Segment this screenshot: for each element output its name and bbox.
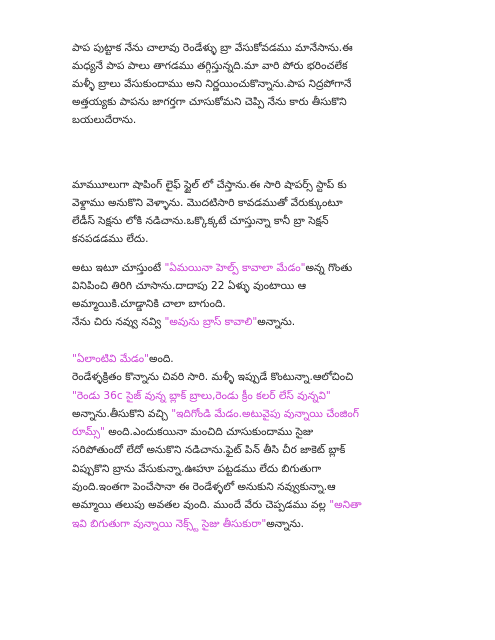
text-segment: అమ్మాయికి.చూడ్డానికి చాలా బాగుంది. [72, 298, 226, 310]
text-line [72, 277, 432, 295]
text-segment: మాముూలుగా షాపింగ్ లైఫ్ స్టైల్ లో చేస్తాను.ఈ సారి షాపర్స్ స్టాప్ కు [72, 179, 347, 191]
paragraph-3 [72, 259, 432, 331]
text-line [72, 441, 432, 459]
text-line [72, 39, 432, 57]
quoted-dialogue: "ఏమయినా హెల్ప్ కావాలా మేడం" [164, 262, 306, 274]
quoted-dialogue: "అనితా [329, 499, 362, 512]
text-segment: సరిపోతుందో లేదో అనుకొని నడిచాను.ఫైట్ పిన్ తీసి చీర జాకెట్ బ్లాక్ [72, 444, 346, 457]
text-line [72, 478, 432, 496]
text-segment: అన్న గొంతు [305, 262, 353, 274]
text-segment: అంది.ఎందుకయినా మంచిది చూసుకుందాము సైజు [104, 426, 314, 439]
text-segment: మధ్యనే పాప పాలు తాగడము తగ్గిస్తున్నది.మా వారి పోరు భరించలేక [72, 60, 348, 72]
text-segment: విప్పుకొని బ్రాను వేసుకున్నా.ఊహూ పట్టడము లేదు బిగుతుగా [72, 462, 322, 475]
paragraph-1 [72, 39, 432, 129]
text-line [72, 75, 432, 93]
text-line [72, 515, 432, 533]
text-segment: అన్నాను.తీసుకొని వచ్చి [72, 407, 172, 420]
text-line [72, 57, 432, 75]
text-segment: పాప పుట్టాక నేను చాలావు రెండేళ్ళు బ్రా వేసుకోవడము మానేసాను.ఈ [72, 42, 353, 54]
text-line [72, 368, 432, 386]
text-segment: నేను చిరు నవ్వు నవ్వి [72, 316, 165, 328]
text-line [72, 313, 432, 331]
text-segment: అత్తయ్యకు పాపను జాగర్తగా చూసుకోమని చెప్పి నేను కారు తీసుకొని [72, 96, 347, 108]
text-line [72, 295, 432, 313]
quoted-dialogue: "ఏలాంటివి మేడం" [72, 353, 149, 365]
text-segment: అటు ఇటూ చూస్తుంటే [72, 262, 165, 274]
text-line [72, 423, 432, 441]
text-segment: మళ్ళీ బ్రాలు వేసుకుందాము అని నిర్ణయించుకొన్నాను.పాప నిద్రపోగానే [72, 78, 352, 90]
text-segment: రెండేళ్ళక్రితం కొన్నాను చివరి సారి. మళ్ళీ ఇప్పుడే కొంటున్నా.ఆలోచించి [72, 371, 354, 384]
quoted-dialogue: "ఇదిగోండి మేడం.అటువైపు వున్నాయి చేంజింగ్ [171, 407, 359, 420]
text-line [72, 194, 432, 212]
text-line [72, 496, 432, 514]
quoted-dialogue: "అవును బ్రాస్ కావాలి" [164, 316, 258, 328]
text-line [72, 93, 432, 111]
quoted-dialogue: ఇవి బిగుతుగా వున్నాయి నెక్స్ట్ సైజు తీసుకురా" [72, 517, 267, 530]
text-segment: బయలుదేరాను. [72, 114, 137, 126]
text-line [72, 212, 432, 230]
text-segment: అమ్మాయి తలుపు అవతల వుంది. ముందే వేరు చెప్పడము వల్ల [72, 499, 330, 512]
text-line [72, 230, 432, 248]
text-segment: వినిపించి తిరిగి చూసాను.దాదాపు 22 ఏళ్ళు వుంటాయి ఆ [72, 280, 307, 292]
text-line [72, 259, 432, 277]
text-segment: అన్నాను. [266, 517, 305, 530]
quoted-dialogue: రూమ్స్" [72, 426, 105, 439]
text-segment: అంది. [148, 353, 174, 365]
text-line [72, 387, 432, 405]
text-line [72, 176, 432, 194]
quoted-dialogue: "రెండు 36c సైజ్ వున్న బ్లాక్ బ్రాలు,రెండు క్రీం కలర్ లేస్ వున్నవి" [72, 389, 331, 402]
paragraph-2 [72, 176, 432, 248]
text-line [72, 350, 432, 368]
text-segment: కనపడడము లేదు. [72, 233, 149, 245]
text-line [72, 111, 432, 129]
text-line [72, 405, 432, 423]
text-segment: వెళ్దాము అనుకొని వెళ్ళాను. మొదటిసారి కావడముతో వేరుక్కుంటూ [72, 197, 343, 209]
paragraph-4 [72, 350, 432, 533]
text-segment: అన్నాను. [257, 316, 296, 328]
text-segment: వుంది.ఇంతగా పెంచేసానా ఈ రెండేళ్ళలో అనుకుని నవ్వుకున్నా.ఆ [72, 481, 336, 494]
text-segment: లేడీస్ సెక్షను లోకి నడిచాను.ఒక్కొక్కటే చూస్తున్నా కానీ బ్రా సెక్షన్ [72, 215, 329, 227]
text-line [72, 460, 432, 478]
